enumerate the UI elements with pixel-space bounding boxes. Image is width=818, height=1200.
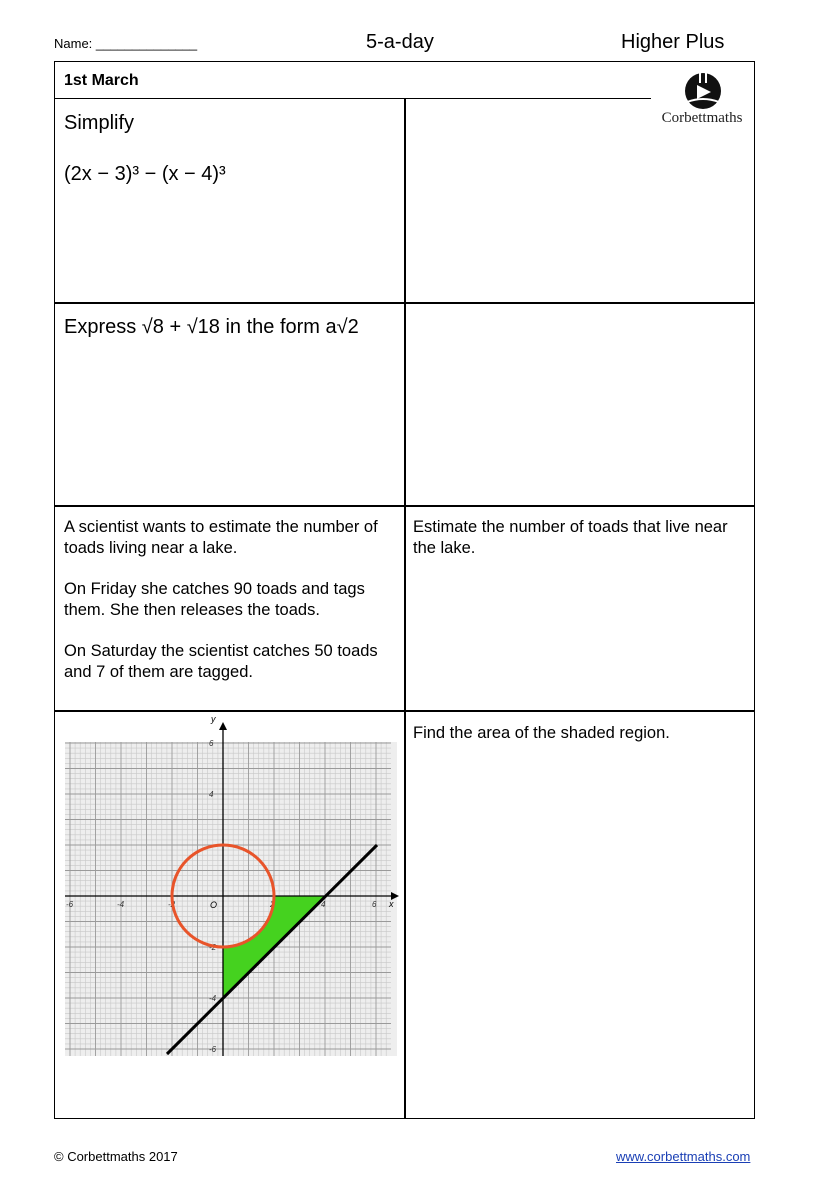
- x-tick-label: -4: [117, 900, 125, 909]
- x-tick-label: 2: [270, 900, 275, 909]
- worksheet-grid: [54, 61, 755, 1119]
- question-1: [64, 111, 394, 186]
- corbettmaths-logo-icon: [651, 72, 753, 110]
- question-3-line-3: On Saturday the scientist catches 50 toads and 7 of them are tagged.: [64, 642, 378, 681]
- y-tick-label: -4: [209, 994, 217, 1003]
- date-bar: [55, 62, 753, 99]
- question-1-expression: (2x − 3)³ − (x − 4)³: [64, 163, 226, 185]
- y-axis-label: y: [211, 714, 216, 724]
- question-3-line-2: On Friday she catches 90 toads and tags them. She then releases the toads.: [64, 580, 365, 619]
- x-tick-label: 6: [372, 900, 377, 909]
- row-divider: [55, 505, 754, 507]
- y-tick-label: -2: [209, 943, 217, 952]
- question-2: [64, 315, 394, 339]
- name-field-label: Name: ______________: [54, 36, 198, 51]
- column-divider: [404, 99, 406, 1118]
- copyright-notice: © Corbettmaths 2017: [54, 1149, 178, 1164]
- website-link[interactable]: www.corbettmaths.com: [616, 1149, 751, 1164]
- date-label: 1st March: [64, 72, 139, 89]
- question-2-text: Express √8 + √18 in the form a√2: [64, 316, 359, 338]
- question-3: [64, 517, 396, 683]
- corbettmaths-logo: [651, 72, 753, 128]
- question-3-task: Estimate the number of toads that live near the lake.: [413, 518, 728, 557]
- question-4-task: Find the area of the shaded region.: [413, 724, 670, 742]
- origin-label: O: [210, 900, 218, 910]
- worksheet-title: 5-a-day: [366, 31, 434, 53]
- x-tick-label: -6: [66, 900, 74, 909]
- coordinate-graph: [61, 712, 399, 1057]
- x-axis-label: x: [389, 899, 394, 909]
- x-tick-label: 4: [321, 900, 326, 909]
- y-tick-label: 6: [209, 739, 214, 748]
- y-tick-label: -6: [209, 1045, 217, 1054]
- question-3-line-1: A scientist wants to estimate the number of toads living near a lake.: [64, 518, 378, 557]
- level-label: Higher Plus: [621, 31, 725, 53]
- x-tick-label: -2: [168, 900, 176, 909]
- question-1-instruction: Simplify: [64, 112, 135, 134]
- row-divider: [55, 302, 754, 304]
- logo-wordmark: Corbettmaths: [661, 110, 743, 126]
- y-tick-label: 4: [209, 790, 214, 799]
